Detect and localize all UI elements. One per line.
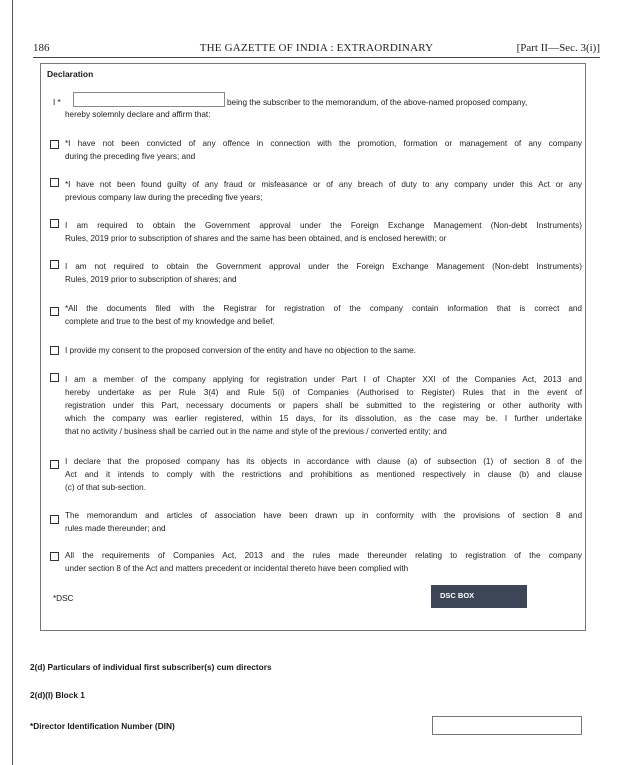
declaration-item <box>50 137 582 163</box>
declaration-checkbox[interactable] <box>50 460 59 469</box>
declaration-checkbox[interactable] <box>50 178 59 187</box>
declaration-line: which the company was earlier registered, within 15 days, for its dissolution, as the case may be. I further undertake <box>65 414 582 424</box>
declaration-line: hereby undertake as per Rule 3(4) and Rule 5(i) of Companies (Authorised to Register) Rules that in the event of <box>65 388 582 398</box>
declaration-line: *I have not been found guilty of any fraud or misfeasance or of any breach of duty to any company under this Act or any <box>65 180 582 189</box>
declaration-item <box>50 373 582 438</box>
declaration-item <box>50 219 582 245</box>
page-header <box>33 42 600 56</box>
declaration-line: complete and true to the best of my knowledge and belief. <box>65 317 275 327</box>
declaration-line: under section 8 of the Act and matters precedent or incidental thereto have been complied with <box>65 564 409 574</box>
declaration-line: (c) of that sub-section. <box>65 483 146 493</box>
declaration-checkbox[interactable] <box>50 219 59 228</box>
declaration-item <box>50 455 582 494</box>
declaration-line: I declare that the proposed company has its objects in accordance with clause (a) of subsection (1) of section 8 of the <box>65 457 582 466</box>
declaration-checkbox[interactable] <box>50 552 59 561</box>
declaration-line: All the requirements of Companies Act, 2013 and the rules made thereunder relating to registration of the company <box>65 551 582 560</box>
declaration-line: registration under this Part, necessary documents or papers shall be submitted to the registering or other authority with <box>65 401 582 411</box>
dsc-label: *DSC <box>53 594 74 603</box>
declaration-title: Declaration <box>47 69 94 79</box>
declarant-name-input[interactable] <box>73 92 225 107</box>
declarant-continuation: hereby solemnly declare and affirm that: <box>65 110 211 119</box>
header-divider <box>33 57 600 58</box>
declaration-text <box>65 260 582 286</box>
declarant-suffix: being the subscriber to the memorandum, of the above-named proposed company, <box>227 98 528 107</box>
declaration-checkbox[interactable] <box>50 515 59 524</box>
declaration-text <box>65 509 582 535</box>
declaration-checkbox[interactable] <box>50 140 59 149</box>
declaration-text <box>65 302 582 328</box>
gazette-title: THE GAZETTE OF INDIA : EXTRAORDINARY <box>199 42 434 54</box>
declaration-item <box>50 344 582 357</box>
dsc-box-button[interactable]: DSC BOX <box>431 585 527 608</box>
declaration-line: *I have not been convicted of any offence in connection with the promotion, formation or management of any company <box>65 139 582 148</box>
declaration-line: that no activity / business shall be carried out in the name and style of the previous / converted entity; and <box>65 427 447 437</box>
declaration-item <box>50 178 582 204</box>
page-margin-rule <box>12 0 13 765</box>
declaration-line: previous company law during the preceding five years; <box>65 193 263 203</box>
din-input[interactable] <box>432 716 582 735</box>
declaration-line: Rules, 2019 prior to subscription of shares; and <box>65 275 237 285</box>
declaration-checkbox[interactable] <box>50 307 59 316</box>
declaration-text <box>65 219 582 245</box>
declaration-line: *All the documents filed with the Registrar for registration of the company contain information that is correct and <box>65 304 582 313</box>
declaration-line: The memorandum and articles of association have been drawn up in conformity with the provisions of section 8 and <box>65 511 582 520</box>
declaration-checkbox[interactable] <box>50 346 59 355</box>
declaration-item <box>50 509 582 535</box>
section-heading: 2(d) Particulars of individual first subscriber(s) cum directors <box>30 662 272 672</box>
declaration-line: I am required to obtain the Government approval under the Foreign Exchange Management (Non-debt Instruments) <box>65 221 582 230</box>
declaration-text <box>65 455 582 494</box>
declaration-item <box>50 260 582 286</box>
declaration-checkbox[interactable] <box>50 373 59 382</box>
din-label: *Director Identification Number (DIN) <box>30 721 175 731</box>
declaration-text <box>65 178 582 204</box>
part-section: [Part II—Sec. 3(i)] <box>516 42 600 54</box>
page-number: 186 <box>33 42 50 54</box>
declaration-item <box>50 549 582 575</box>
declaration-checkbox[interactable] <box>50 260 59 269</box>
declaration-line: I am not required to obtain the Government approval under the Foreign Exchange Management (Non-debt Instruments) <box>65 262 582 271</box>
declaration-text <box>65 549 582 575</box>
declaration-line: I provide my consent to the proposed conversion of the entity and have no objection to the same. <box>65 346 416 355</box>
declaration-line: Act and it intends to comply with the restrictions and prohibitions as mentioned respectively in clause (b) and clause <box>65 470 582 480</box>
declaration-text <box>65 373 582 438</box>
declarant-prefix: I * <box>53 98 61 107</box>
declaration-text <box>65 344 582 357</box>
declaration-text <box>65 137 582 163</box>
declaration-line: rules made thereunder; and <box>65 524 166 534</box>
declaration-line: during the preceding five years; and <box>65 152 196 162</box>
block-heading: 2(d)(I) Block 1 <box>30 690 85 700</box>
declaration-line: I am a member of the company applying for registration under Part I of Chapter XXI of the Companies Act, 2013 and <box>65 375 582 384</box>
declaration-item <box>50 302 582 328</box>
declaration-line: Rules, 2019 prior to subscription of shares and the same has been obtained, and is enclosed herewith; or <box>65 234 447 244</box>
